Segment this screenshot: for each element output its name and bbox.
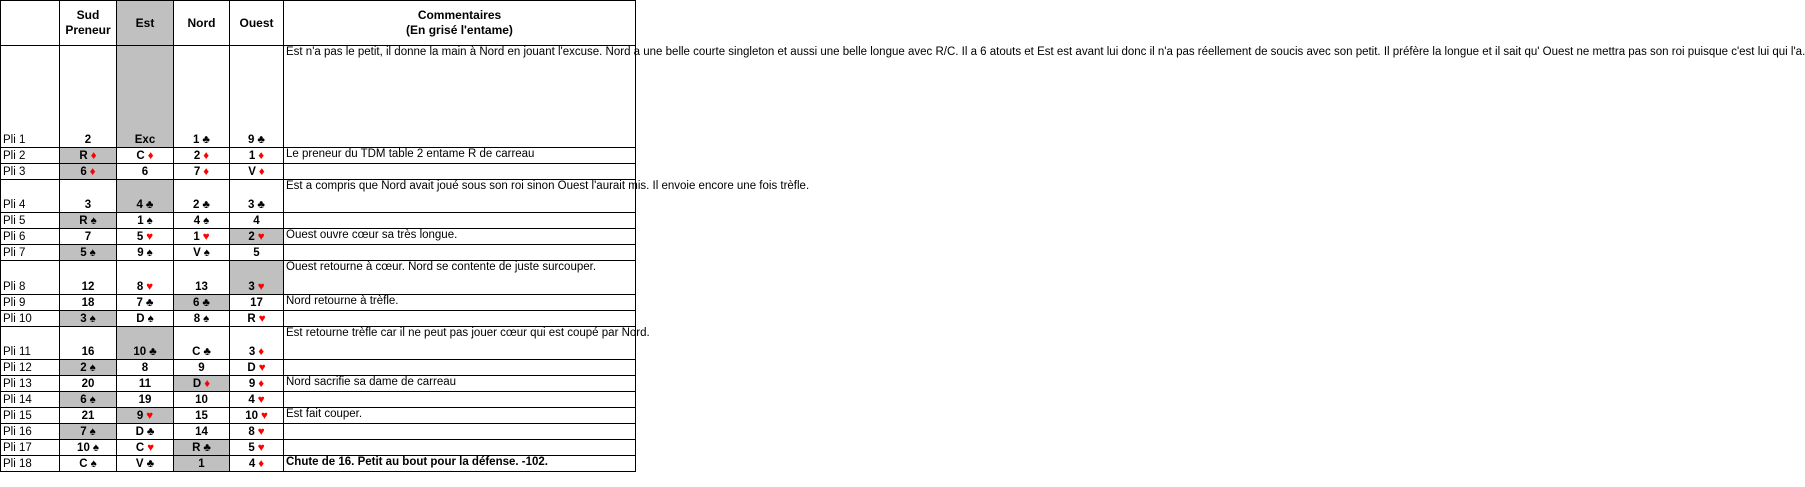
card-value: C <box>136 150 145 162</box>
comment-cell <box>284 311 636 327</box>
card-est <box>117 327 174 360</box>
card-value: 2 <box>193 150 201 162</box>
comment-cell: Nord retourne à trèfle. <box>284 295 636 311</box>
card-est <box>117 440 174 456</box>
pli-label: Pli 12 <box>1 360 60 376</box>
spade-suit-icon: ♠ <box>89 426 96 438</box>
spade-suit-icon: ♠ <box>203 247 210 259</box>
pli-label: Pli 14 <box>1 392 60 408</box>
card-nord <box>174 148 230 164</box>
card-ouest <box>230 213 284 229</box>
card-nord <box>174 245 230 261</box>
card-value: 11 <box>138 378 152 390</box>
pli-label: Pli 4 <box>1 180 60 213</box>
card-value: 8 <box>193 313 201 325</box>
card-ouest <box>230 295 284 311</box>
card-sud <box>60 408 117 424</box>
card-nord <box>174 180 230 213</box>
pli-label: Pli 11 <box>1 327 60 360</box>
card-ouest <box>230 261 284 295</box>
club-suit-icon: ♣ <box>202 134 210 146</box>
card-value: 2 <box>193 199 200 211</box>
card-value: 19 <box>138 394 152 406</box>
card-value: 5 <box>253 247 260 259</box>
card-value: D <box>136 313 145 325</box>
card-value: 3 <box>248 199 255 211</box>
comment-cell <box>284 164 636 180</box>
club-suit-icon: ♣ <box>202 297 210 309</box>
pli-label: Pli 2 <box>1 148 60 164</box>
table-row <box>1 46 636 148</box>
spade-suit-icon: ♠ <box>89 313 96 325</box>
card-sud <box>60 376 117 392</box>
diamond-suit-icon: ♦ <box>90 150 97 162</box>
card-est <box>117 295 174 311</box>
card-nord <box>174 360 230 376</box>
spade-suit-icon: ♠ <box>147 313 154 325</box>
card-value: C <box>192 346 201 358</box>
card-value: R <box>79 215 88 227</box>
card-est <box>117 408 174 424</box>
card-sud <box>60 180 117 213</box>
card-value: 6 <box>80 166 87 178</box>
heart-suit-icon: ♥ <box>258 362 266 374</box>
card-value: C <box>79 458 88 470</box>
table-row <box>1 311 636 327</box>
table-row <box>1 376 636 392</box>
card-ouest <box>230 229 284 245</box>
card-value: 10 <box>195 394 208 406</box>
card-value: 1 <box>198 458 205 470</box>
card-est <box>117 376 174 392</box>
spade-suit-icon: ♠ <box>92 442 99 454</box>
card-ouest <box>230 164 284 180</box>
spade-suit-icon: ♠ <box>146 215 153 227</box>
card-value: 7 <box>84 231 92 243</box>
card-value: 21 <box>81 410 95 422</box>
heart-suit-icon: ♥ <box>202 231 210 243</box>
diamond-suit-icon: ♦ <box>258 150 265 162</box>
header-nord: Nord <box>174 1 230 46</box>
heart-suit-icon: ♥ <box>257 426 265 438</box>
pli-label: Pli 6 <box>1 229 60 245</box>
card-ouest <box>230 392 284 408</box>
table-row <box>1 327 636 360</box>
table-row <box>1 180 636 213</box>
pli-label: Pli 9 <box>1 295 60 311</box>
comment-cell <box>284 245 636 261</box>
club-suit-icon: ♣ <box>203 442 211 454</box>
pli-label: Pli 10 <box>1 311 60 327</box>
card-sud <box>60 311 117 327</box>
card-sud <box>60 295 117 311</box>
card-sud <box>60 261 117 295</box>
spade-suit-icon: ♠ <box>90 215 97 227</box>
comment-cell: Est a compris que Nord avait joué sous son roi sinon Ouest l'aurait mis. Il envoie encore une fois trèfle. <box>284 180 636 213</box>
spade-suit-icon: ♠ <box>146 247 153 259</box>
card-value: R <box>247 313 256 325</box>
pli-label: Pli 18 <box>1 456 60 472</box>
table-row <box>1 245 636 261</box>
pli-label: Pli 17 <box>1 440 60 456</box>
card-nord <box>174 229 230 245</box>
card-ouest <box>230 327 284 360</box>
table-row <box>1 213 636 229</box>
card-value: 1 <box>193 134 200 146</box>
comment-cell: Ouest retourne à cœur. Nord se contente de juste surcouper. <box>284 261 636 295</box>
header-sud-line2: Preneur <box>65 23 111 37</box>
card-value: 7 <box>193 166 201 178</box>
card-value: 6 <box>193 297 200 309</box>
card-nord <box>174 440 230 456</box>
header-est: Est <box>117 1 174 46</box>
pli-label: Pli 1 <box>1 46 60 148</box>
card-ouest <box>230 46 284 148</box>
card-est <box>117 180 174 213</box>
card-value: 9 <box>136 410 144 422</box>
card-value: V <box>248 166 256 178</box>
comment-cell: Nord sacrifie sa dame de carreau <box>284 376 636 392</box>
club-suit-icon: ♣ <box>257 134 265 146</box>
table-row <box>1 392 636 408</box>
card-value: 3 <box>84 199 92 211</box>
club-suit-icon: ♣ <box>146 458 155 470</box>
diamond-suit-icon: ♦ <box>258 166 265 178</box>
card-ouest <box>230 148 284 164</box>
comment-cell <box>284 424 636 440</box>
card-nord <box>174 456 230 472</box>
card-value: 4 <box>193 215 201 227</box>
card-ouest <box>230 360 284 376</box>
heart-suit-icon: ♥ <box>147 442 155 454</box>
card-value: 4 <box>248 458 256 470</box>
card-value: V <box>193 247 201 259</box>
card-value: D <box>192 378 202 390</box>
card-nord <box>174 408 230 424</box>
card-value: R <box>79 150 88 162</box>
club-suit-icon: ♣ <box>257 199 265 211</box>
card-value: 13 <box>195 281 208 293</box>
heart-suit-icon: ♥ <box>257 281 265 293</box>
card-value: 1 <box>193 231 200 243</box>
card-value: 7 <box>136 297 143 309</box>
card-est <box>117 261 174 295</box>
card-est <box>117 311 174 327</box>
card-value: 1 <box>248 150 256 162</box>
card-value: D <box>247 362 256 374</box>
pli-label: Pli 5 <box>1 213 60 229</box>
card-value: 9 <box>248 134 255 146</box>
card-nord <box>174 261 230 295</box>
heart-suit-icon: ♥ <box>146 231 154 243</box>
card-ouest <box>230 245 284 261</box>
card-value: 8 <box>141 362 149 374</box>
spade-suit-icon: ♠ <box>89 394 96 406</box>
card-value: 8 <box>136 281 144 293</box>
pli-label: Pli 7 <box>1 245 60 261</box>
card-value: R <box>192 442 201 454</box>
card-nord <box>174 392 230 408</box>
card-est <box>117 424 174 440</box>
comment-cell <box>284 440 636 456</box>
card-est <box>117 213 174 229</box>
comment-cell: Est fait couper. <box>284 408 636 424</box>
header-row <box>1 1 636 46</box>
card-sud <box>60 229 117 245</box>
card-value: D <box>135 426 144 438</box>
header-sud-line1: Sud <box>76 8 100 22</box>
table-row <box>1 164 636 180</box>
card-ouest <box>230 311 284 327</box>
card-value: 6 <box>141 166 149 178</box>
club-suit-icon: ♣ <box>149 346 157 358</box>
card-value: 4 <box>248 394 255 406</box>
comment-cell: Le preneur du TDM table 2 entame R de carreau <box>284 148 636 164</box>
card-ouest <box>230 456 284 472</box>
header-sud <box>60 1 117 46</box>
heart-suit-icon: ♥ <box>257 442 265 454</box>
comment-cell: Chute de 16. Petit au bout pour la défense. -102. <box>284 456 636 472</box>
spade-suit-icon: ♠ <box>89 247 96 259</box>
card-value: 2 <box>248 231 255 243</box>
card-est <box>117 360 174 376</box>
diamond-suit-icon: ♦ <box>203 150 210 162</box>
card-value: Exc <box>134 134 156 146</box>
card-value: 20 <box>81 378 95 390</box>
table-row <box>1 424 636 440</box>
club-suit-icon: ♣ <box>203 346 211 358</box>
card-nord <box>174 311 230 327</box>
card-est <box>117 245 174 261</box>
diamond-suit-icon: ♦ <box>258 458 265 470</box>
pli-label: Pli 3 <box>1 164 60 180</box>
header-comm-line1: Commentaires <box>417 8 502 22</box>
card-value: 14 <box>195 426 208 438</box>
card-value: 2 <box>84 134 92 146</box>
table-row <box>1 229 636 245</box>
card-nord <box>174 327 230 360</box>
pli-label: Pli 8 <box>1 261 60 295</box>
card-value: 6 <box>80 394 87 406</box>
heart-suit-icon: ♥ <box>258 313 266 325</box>
card-value: 3 <box>248 346 256 358</box>
card-est <box>117 46 174 148</box>
card-value: 18 <box>81 297 95 309</box>
card-value: 5 <box>248 442 255 454</box>
pli-label: Pli 16 <box>1 424 60 440</box>
card-sud <box>60 327 117 360</box>
card-value: 17 <box>250 297 263 309</box>
card-value: 12 <box>81 281 95 293</box>
card-value: 5 <box>80 247 87 259</box>
club-suit-icon: ♣ <box>145 297 154 309</box>
table-row <box>1 261 636 295</box>
card-value: 15 <box>195 410 208 422</box>
card-value: 10 <box>77 442 90 454</box>
spade-suit-icon: ♠ <box>89 362 96 374</box>
card-ouest <box>230 180 284 213</box>
card-nord <box>174 213 230 229</box>
card-sud <box>60 164 117 180</box>
diamond-suit-icon: ♦ <box>89 166 96 178</box>
comment-cell: Ouest ouvre cœur sa très longue. <box>284 229 636 245</box>
card-sud <box>60 46 117 148</box>
heart-suit-icon: ♥ <box>260 410 268 422</box>
card-est <box>117 164 174 180</box>
table-row <box>1 360 636 376</box>
card-value: 7 <box>80 426 87 438</box>
table-row <box>1 295 636 311</box>
card-sud <box>60 456 117 472</box>
comment-cell: Est n'a pas le petit, il donne la main à Nord en jouant l'excuse. Nord a une belle courte singleton et aussi une belle longue avec R/C. Il a 6 atouts et Est est avant lui donc il n'a pas réellement de soucis avec son petit. Il préfère la longue et il sait qu' Ouest ne mettra pas son roi puisque c'est lui qui l'a. <box>284 46 636 148</box>
card-ouest <box>230 408 284 424</box>
spade-suit-icon: ♠ <box>203 215 210 227</box>
header-commentaires <box>284 1 636 46</box>
card-value: 8 <box>248 426 255 438</box>
card-value: 5 <box>136 231 144 243</box>
club-suit-icon: ♣ <box>145 199 154 211</box>
comment-cell: Est retourne trèfle car il ne peut pas jouer cœur qui est coupé par Nord. <box>284 327 636 360</box>
comment-cell <box>284 213 636 229</box>
card-nord <box>174 46 230 148</box>
club-suit-icon: ♣ <box>202 199 210 211</box>
card-value: 4 <box>136 199 143 211</box>
card-value: 4 <box>253 215 260 227</box>
card-nord <box>174 424 230 440</box>
header-comm-line2: (En grisé l'entame) <box>406 23 513 37</box>
card-value: 2 <box>80 362 87 374</box>
card-value: 9 <box>198 362 205 374</box>
card-est <box>117 456 174 472</box>
comment-cell <box>284 392 636 408</box>
header-blank <box>1 1 60 46</box>
diamond-suit-icon: ♦ <box>204 378 211 390</box>
comment-cell <box>284 360 636 376</box>
club-suit-icon: ♣ <box>146 426 155 438</box>
pli-label: Pli 13 <box>1 376 60 392</box>
card-value: 9 <box>248 378 256 390</box>
card-sud <box>60 360 117 376</box>
pli-label: Pli 15 <box>1 408 60 424</box>
card-est <box>117 148 174 164</box>
card-value: 16 <box>81 346 95 358</box>
card-sud <box>60 213 117 229</box>
card-value: 10 <box>245 410 258 422</box>
card-sud <box>60 440 117 456</box>
card-value: C <box>135 442 145 454</box>
card-ouest <box>230 424 284 440</box>
header-ouest: Ouest <box>230 1 284 46</box>
card-sud <box>60 424 117 440</box>
heart-suit-icon: ♥ <box>146 281 154 293</box>
diamond-suit-icon: ♦ <box>258 346 265 358</box>
card-value: 3 <box>248 281 255 293</box>
card-sud <box>60 148 117 164</box>
card-nord <box>174 376 230 392</box>
diamond-suit-icon: ♦ <box>203 166 210 178</box>
card-ouest <box>230 440 284 456</box>
card-sud <box>60 245 117 261</box>
card-nord <box>174 295 230 311</box>
card-value: 3 <box>80 313 87 325</box>
table-row <box>1 440 636 456</box>
diamond-suit-icon: ♦ <box>147 150 154 162</box>
table-row <box>1 408 636 424</box>
card-ouest <box>230 376 284 392</box>
heart-suit-icon: ♥ <box>146 410 154 422</box>
card-value: 10 <box>133 346 147 358</box>
table-row <box>1 148 636 164</box>
card-nord <box>174 164 230 180</box>
heart-suit-icon: ♥ <box>257 231 265 243</box>
card-value: 9 <box>137 247 144 259</box>
card-value: V <box>135 458 144 470</box>
spade-suit-icon: ♠ <box>90 458 97 470</box>
diamond-suit-icon: ♦ <box>258 378 265 390</box>
card-sud <box>60 392 117 408</box>
trick-rows <box>1 46 1805 472</box>
card-est <box>117 229 174 245</box>
table-row <box>1 456 636 472</box>
card-est <box>117 392 174 408</box>
card-value: 1 <box>137 215 144 227</box>
heart-suit-icon: ♥ <box>257 394 265 406</box>
spade-suit-icon: ♠ <box>203 313 210 325</box>
